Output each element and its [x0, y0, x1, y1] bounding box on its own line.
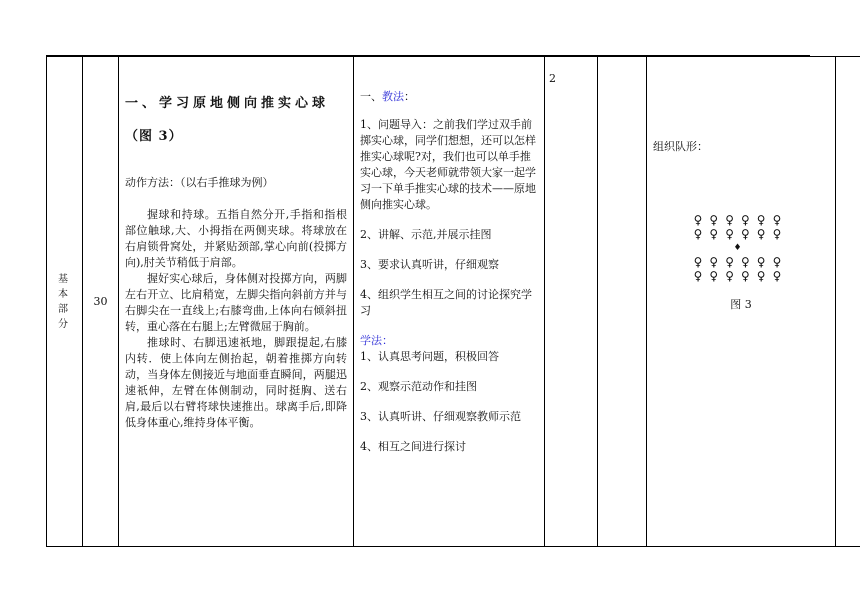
- blank-cell: [598, 57, 647, 547]
- learning-method-label: 学法: [360, 334, 382, 347]
- teacher-diamond-icon: ♦: [733, 243, 749, 253]
- formation-row-2: ♀♀♀♀♀♀: [693, 227, 789, 241]
- content-paragraph-stance: 握好实心球后，身体侧对投掷方向，两脚左右开立、比肩稍宽，左脚尖指向斜前方并与右脚尖在一直线上;右膝弯曲,上体向右倾斜扭转，重心落在右腿上;左臂微屈于胸前。: [125, 272, 347, 333]
- motion-method-title: 动作方法：（以右手推球为例）: [125, 176, 274, 189]
- content-paragraph-grip: 握球和持球。五指自然分开,手指和指根部位触球,大、小拇指在两侧夹球。将球放在右肩锁骨窝处，并紧贴颈部,掌心向前(投掷方向),肘关节稍低于肩部。: [125, 208, 347, 269]
- count-cell: [545, 57, 598, 547]
- teaching-item-2: 2、讲解、示范,并展示挂图: [360, 228, 492, 241]
- trailing-cell: [836, 57, 860, 547]
- time-value: 30: [93, 294, 108, 308]
- figure-reference: （图 3）: [125, 129, 183, 144]
- formation-row-3: ♀♀♀♀♀♀: [693, 255, 789, 269]
- count-value: 2: [549, 72, 556, 85]
- teaching-method-label: 教法: [382, 90, 404, 103]
- teaching-method-suffix: ：: [404, 90, 415, 103]
- teaching-item-3: 3、要求认真听讲，仔细观察: [360, 258, 499, 271]
- formation-row-1: ♀♀♀♀♀♀: [693, 213, 789, 227]
- learning-item-3: 3、认真听讲、仔细观察教师示范: [360, 410, 521, 423]
- organization-cell: [647, 57, 836, 547]
- teaching-method-prefix: 一、: [360, 90, 382, 103]
- teaching-method-heading: [360, 89, 538, 105]
- table-row: [47, 57, 860, 547]
- time-cell: [83, 57, 119, 547]
- formation-row-4: ♀♀♀♀♀♀: [693, 269, 789, 283]
- learning-item-2: 2、观察示范动作和挂图: [360, 380, 477, 393]
- teaching-item-4: 4、组织学生相互之间的讨论探究学习: [360, 288, 532, 317]
- lesson-plan-table: [46, 56, 860, 547]
- formation-diagram: [653, 213, 829, 283]
- methods-cell: [354, 57, 545, 547]
- learning-item-4: 4、相互之间进行探讨: [360, 440, 466, 453]
- organization-title: 组织队形：: [653, 140, 708, 153]
- learning-method-suffix: ：: [382, 334, 393, 347]
- section-label-cell: [47, 57, 83, 547]
- section-label-line2: 部分: [58, 303, 71, 330]
- learning-item-1: 1、认真思考问题，积极回答: [360, 350, 499, 363]
- figure-caption: 图 3: [730, 298, 752, 311]
- teaching-item-1: 1、问题导入：之前我们学过双手前掷实心球，同学们想想，还可以怎样推实心球呢?对，我们也可以单手推实心球，今天老师就带领大家一起学习一下单手推实心球的技术——原地侧向推实心球。: [360, 118, 536, 211]
- section-label-line1: 基 本: [58, 273, 71, 300]
- learning-method-heading: [360, 333, 538, 349]
- content-paragraph-push: 推球时、右脚迅速祇地，脚跟提起,右膝内转．使上体向左侧抬起，朝着推掷方向转动，当身体左侧接近与地面垂直瞬间，两腿迅速祇伸，左臂在体侧制动，同时挺胸、送右肩,最后以右臂将球快速推出。球离手后,即降低身体重心,维持身体平衡。: [125, 336, 347, 429]
- content-title: 一、学习原地侧向推实心球: [125, 96, 330, 111]
- content-cell: [119, 57, 354, 547]
